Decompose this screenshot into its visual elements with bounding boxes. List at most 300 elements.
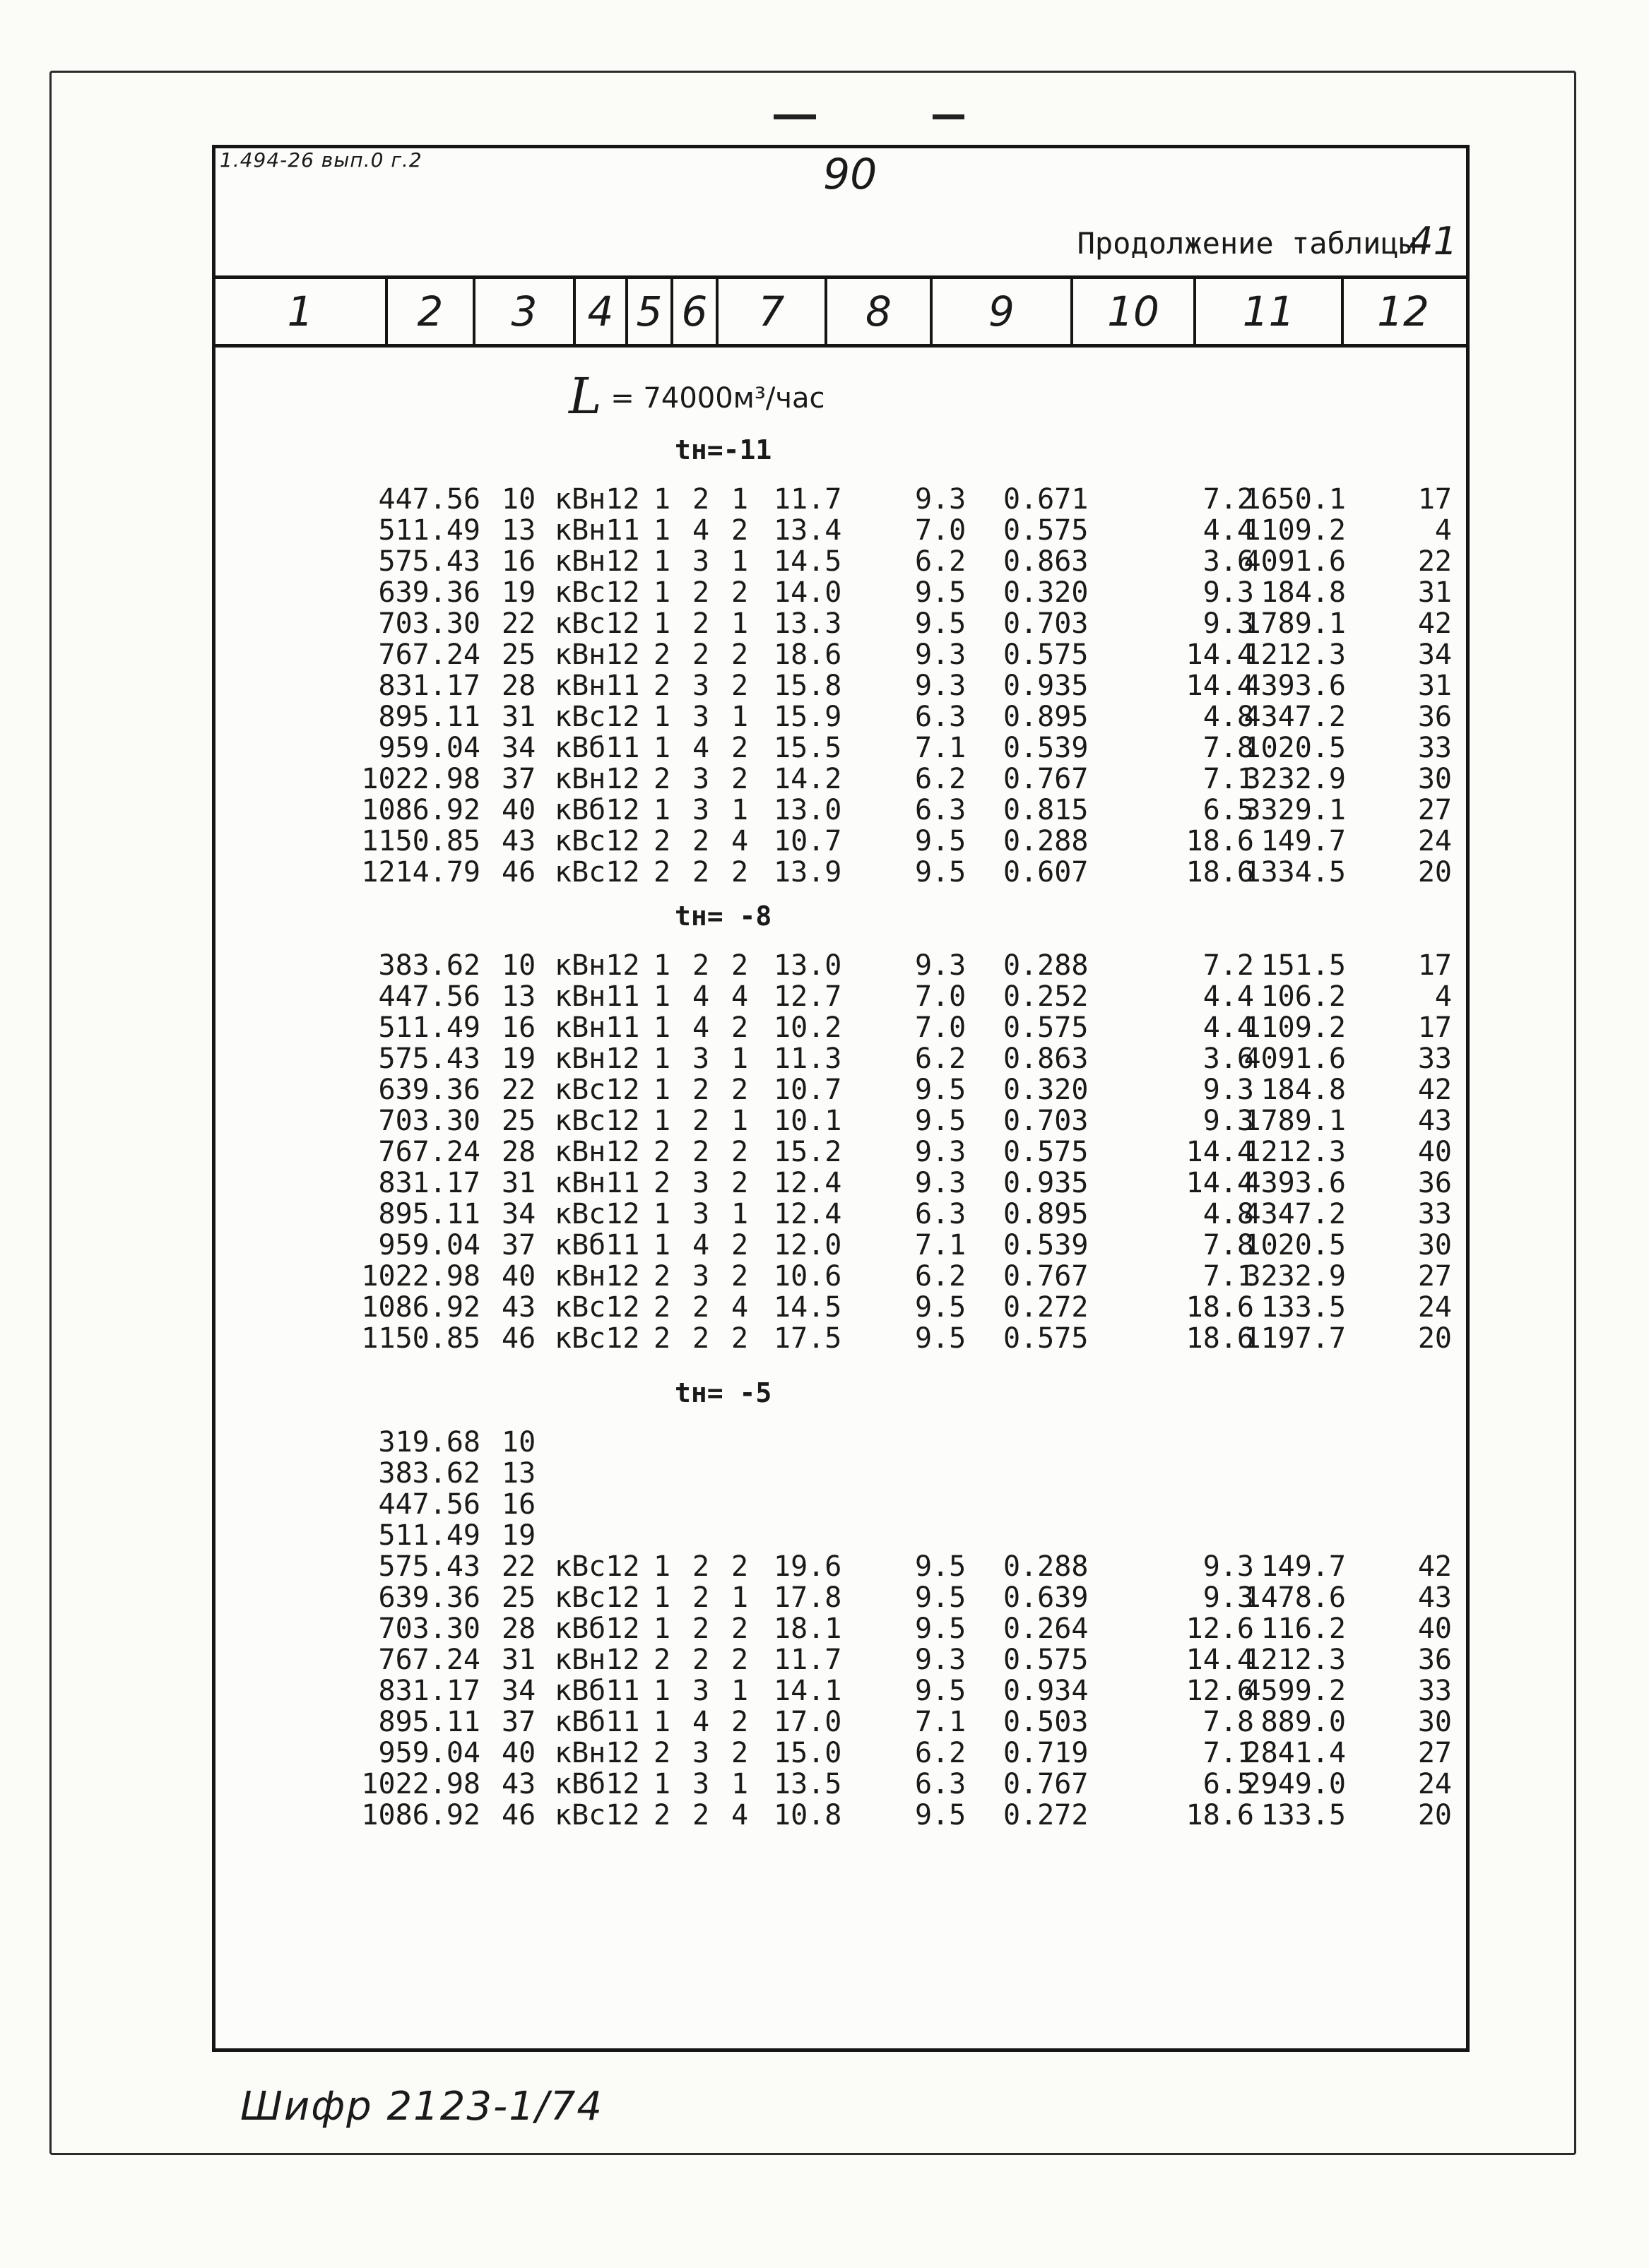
cell-col5: 3 xyxy=(692,1198,710,1230)
cell-col4: 2 xyxy=(654,639,671,671)
cell-col8: 9.5 xyxy=(915,1581,967,1614)
col-header-11: 11 xyxy=(1196,279,1344,344)
table-row xyxy=(215,515,1466,546)
cell-col9: 0.288 xyxy=(1003,949,1089,982)
cell-col6: 1 xyxy=(731,701,749,733)
cell-col8: 6.2 xyxy=(915,763,967,795)
cell-count: 43 xyxy=(502,1768,536,1800)
cell-col7: 12.0 xyxy=(774,1229,842,1261)
cell-col8: 6.2 xyxy=(915,1737,967,1769)
col-header-4: 4 xyxy=(576,279,628,344)
cell-col11: 1109.2 xyxy=(1243,514,1346,547)
cell-col10: 4.4 xyxy=(1202,514,1254,547)
cell-col8: 9.5 xyxy=(915,607,967,640)
cell-col4: 1 xyxy=(654,701,671,733)
cell-col7: 15.9 xyxy=(774,701,842,733)
cell-col11: 4393.6 xyxy=(1243,1167,1346,1199)
cell-col7: 10.7 xyxy=(774,1074,842,1106)
cell-type: кВб11 xyxy=(555,1675,640,1707)
table-row xyxy=(215,1489,1466,1520)
cell-col5: 2 xyxy=(692,856,710,889)
cell-col5: 2 xyxy=(692,1105,710,1137)
cell-col10: 6.5 xyxy=(1202,794,1254,826)
cell-col6: 1 xyxy=(731,483,749,516)
cell-count: 34 xyxy=(502,1675,536,1707)
cell-col9: 0.575 xyxy=(1003,1322,1089,1355)
table-row xyxy=(215,608,1466,639)
table-row xyxy=(215,950,1466,981)
cell-col11: 4091.6 xyxy=(1243,1043,1346,1075)
cell-col7: 12.4 xyxy=(774,1198,842,1230)
cell-type: кВс12 xyxy=(555,1322,640,1355)
cell-col10: 6.5 xyxy=(1202,1768,1254,1800)
cell-col8: 9.5 xyxy=(915,1074,967,1106)
table-row xyxy=(215,1675,1466,1706)
cell-col5: 3 xyxy=(692,1675,710,1707)
cell-col4: 2 xyxy=(654,1644,671,1676)
cell-col4: 1 xyxy=(654,1706,671,1738)
cell-count: 40 xyxy=(502,794,536,826)
cell-col5: 2 xyxy=(692,576,710,609)
page-number: 90 xyxy=(823,150,877,199)
table-row xyxy=(215,981,1466,1012)
cell-count: 10 xyxy=(502,1426,536,1459)
cell-col5: 2 xyxy=(692,1644,710,1676)
cell-col12: 20 xyxy=(1417,856,1452,889)
table-row xyxy=(215,732,1466,764)
cell-col12: 33 xyxy=(1417,1675,1452,1707)
cell-col5: 3 xyxy=(692,670,710,702)
cell-col4: 1 xyxy=(654,1198,671,1230)
table-row xyxy=(215,857,1466,888)
cell-col7: 15.5 xyxy=(774,732,842,764)
cell-tube-length: 1086.92 xyxy=(361,1799,480,1831)
cell-col6: 2 xyxy=(731,732,749,764)
cell-col9: 0.934 xyxy=(1003,1675,1089,1707)
cell-col5: 2 xyxy=(692,1581,710,1614)
cell-type: кВн12 xyxy=(555,1644,640,1676)
cell-col7: 11.7 xyxy=(774,483,842,516)
cell-col11: 1478.6 xyxy=(1243,1581,1346,1614)
cell-count: 25 xyxy=(502,1105,536,1137)
cell-col12: 40 xyxy=(1417,1136,1452,1168)
col-header-8: 8 xyxy=(827,279,933,344)
cell-col8: 9.5 xyxy=(915,1291,967,1324)
cell-type: кВс12 xyxy=(555,1581,640,1614)
cell-col6: 1 xyxy=(731,545,749,578)
cell-col5: 2 xyxy=(692,1799,710,1831)
cell-col11: 2949.0 xyxy=(1243,1768,1346,1800)
cell-col6: 2 xyxy=(731,763,749,795)
cell-col12: 22 xyxy=(1417,545,1452,578)
cell-col10: 7.1 xyxy=(1202,763,1254,795)
cell-tube-length: 831.17 xyxy=(378,1167,480,1199)
cell-col4: 2 xyxy=(654,670,671,702)
table-row xyxy=(215,639,1466,670)
cell-type: кВс12 xyxy=(555,607,640,640)
cell-col5: 3 xyxy=(692,763,710,795)
cell-tube-length: 959.04 xyxy=(378,1229,480,1261)
cell-count: 13 xyxy=(502,980,536,1013)
cell-col6: 1 xyxy=(731,1198,749,1230)
cell-tube-length: 1086.92 xyxy=(361,794,480,826)
cell-type: кВс12 xyxy=(555,1799,640,1831)
cell-count: 19 xyxy=(502,1519,536,1552)
cell-count: 28 xyxy=(502,1136,536,1168)
cell-col11: 2841.4 xyxy=(1243,1737,1346,1769)
cell-col5: 3 xyxy=(692,1043,710,1075)
cell-col4: 2 xyxy=(654,1136,671,1168)
cell-col12: 27 xyxy=(1417,794,1452,826)
cell-col11: 149.7 xyxy=(1260,825,1346,857)
cell-col9: 0.503 xyxy=(1003,1706,1089,1738)
air-flow-label xyxy=(569,367,825,425)
cell-col12: 24 xyxy=(1417,825,1452,857)
cell-col11: 1789.1 xyxy=(1243,1105,1346,1137)
flow-symbol: L xyxy=(569,367,602,425)
cell-col6: 4 xyxy=(731,1799,749,1831)
cell-col5: 4 xyxy=(692,1229,710,1261)
cell-type: кВн11 xyxy=(555,980,640,1013)
cell-col7: 14.2 xyxy=(774,763,842,795)
cell-col11: 1020.5 xyxy=(1243,1229,1346,1261)
cell-col10: 4.4 xyxy=(1202,1011,1254,1044)
cell-type: кВс12 xyxy=(555,1074,640,1106)
top-dash-left xyxy=(774,114,816,119)
cell-count: 19 xyxy=(502,1043,536,1075)
cell-col10: 7.1 xyxy=(1202,1737,1254,1769)
cell-col5: 3 xyxy=(692,545,710,578)
cell-col12: 27 xyxy=(1417,1260,1452,1293)
cell-tube-length: 767.24 xyxy=(378,1644,480,1676)
cell-col8: 9.5 xyxy=(915,1613,967,1645)
cell-col5: 3 xyxy=(692,1260,710,1293)
cell-type: кВн12 xyxy=(555,1260,640,1293)
cell-tube-length: 895.11 xyxy=(378,1706,480,1738)
cell-col12: 43 xyxy=(1417,1105,1452,1137)
table-row xyxy=(215,670,1466,701)
cell-count: 16 xyxy=(502,545,536,578)
cell-col4: 2 xyxy=(654,856,671,889)
cell-col11: 1020.5 xyxy=(1243,732,1346,764)
cell-col8: 7.1 xyxy=(915,732,967,764)
cell-tube-length: 511.49 xyxy=(378,1011,480,1044)
cell-col12: 17 xyxy=(1417,1011,1452,1044)
cell-col9: 0.288 xyxy=(1003,825,1089,857)
table-row xyxy=(215,577,1466,608)
cell-col10: 18.6 xyxy=(1186,1799,1254,1831)
cell-col6: 2 xyxy=(731,1644,749,1676)
cell-col5: 3 xyxy=(692,701,710,733)
col-header-6: 6 xyxy=(673,279,719,344)
cell-type: кВб11 xyxy=(555,1229,640,1261)
cell-col7: 15.8 xyxy=(774,670,842,702)
cell-count: 22 xyxy=(502,1550,536,1583)
cell-col8: 6.3 xyxy=(915,1198,967,1230)
cell-col7: 14.1 xyxy=(774,1675,842,1707)
cell-count: 10 xyxy=(502,949,536,982)
cell-col8: 6.2 xyxy=(915,1043,967,1075)
cell-col8: 9.5 xyxy=(915,1799,967,1831)
cell-col10: 3.6 xyxy=(1202,1043,1254,1075)
cell-col9: 0.575 xyxy=(1003,639,1089,671)
cell-count: 31 xyxy=(502,701,536,733)
cell-type: кВн11 xyxy=(555,1167,640,1199)
cell-col11: 1212.3 xyxy=(1243,639,1346,671)
cell-col7: 13.0 xyxy=(774,794,842,826)
cell-col9: 0.935 xyxy=(1003,1167,1089,1199)
cell-col6: 2 xyxy=(731,514,749,547)
cell-col11: 4393.6 xyxy=(1243,670,1346,702)
cell-col6: 2 xyxy=(731,1011,749,1044)
table-row xyxy=(215,1012,1466,1043)
cell-count: 40 xyxy=(502,1260,536,1293)
cell-col12: 20 xyxy=(1417,1322,1452,1355)
cell-col11: 1650.1 xyxy=(1243,483,1346,516)
cell-col10: 4.4 xyxy=(1202,980,1254,1013)
cell-col5: 3 xyxy=(692,1167,710,1199)
cell-col10: 7.1 xyxy=(1202,1260,1254,1293)
cell-col6: 2 xyxy=(731,1737,749,1769)
cell-count: 43 xyxy=(502,825,536,857)
table-row xyxy=(215,1800,1466,1831)
cell-col11: 149.7 xyxy=(1260,1550,1346,1583)
cell-type: кВн11 xyxy=(555,670,640,702)
cell-col10: 4.8 xyxy=(1202,1198,1254,1230)
cell-col5: 2 xyxy=(692,1322,710,1355)
cell-col11: 184.8 xyxy=(1260,576,1346,609)
cell-col8: 9.5 xyxy=(915,1550,967,1583)
cell-col4: 2 xyxy=(654,1291,671,1324)
cell-count: 13 xyxy=(502,514,536,547)
cell-tube-length: 639.36 xyxy=(378,1074,480,1106)
cell-col11: 1212.3 xyxy=(1243,1136,1346,1168)
cell-type: кВб11 xyxy=(555,1706,640,1738)
col-header-9: 9 xyxy=(933,279,1073,344)
cell-col8: 9.3 xyxy=(915,483,967,516)
cell-col6: 2 xyxy=(731,576,749,609)
cell-col10: 14.4 xyxy=(1186,1167,1254,1199)
cell-col12: 30 xyxy=(1417,1229,1452,1261)
cell-type: кВн12 xyxy=(555,639,640,671)
cell-col9: 0.815 xyxy=(1003,794,1089,826)
cell-col5: 3 xyxy=(692,1737,710,1769)
cell-col5: 4 xyxy=(692,732,710,764)
cell-tube-length: 1022.98 xyxy=(361,1260,480,1293)
table-row xyxy=(215,1644,1466,1675)
col-header-3: 3 xyxy=(475,279,576,344)
table-row xyxy=(215,1136,1466,1168)
table-row xyxy=(215,1427,1466,1458)
cell-col4: 1 xyxy=(654,576,671,609)
table-row xyxy=(215,1582,1466,1613)
cell-col10: 14.4 xyxy=(1186,1136,1254,1168)
cell-col8: 9.5 xyxy=(915,856,967,889)
table-row xyxy=(215,1613,1466,1644)
cell-col12: 17 xyxy=(1417,949,1452,982)
cell-col4: 1 xyxy=(654,1043,671,1075)
cell-col4: 2 xyxy=(654,1799,671,1831)
cell-tube-length: 447.56 xyxy=(378,1488,480,1521)
cell-tube-length: 319.68 xyxy=(378,1426,480,1459)
cell-col10: 9.3 xyxy=(1202,1550,1254,1583)
cell-col11: 116.2 xyxy=(1260,1613,1346,1645)
cell-col12: 36 xyxy=(1417,1167,1452,1199)
cell-col12: 42 xyxy=(1417,1074,1452,1106)
cell-col7: 10.2 xyxy=(774,1011,842,1044)
cell-col10: 7.8 xyxy=(1202,1706,1254,1738)
cell-col5: 2 xyxy=(692,607,710,640)
cell-count: 28 xyxy=(502,1613,536,1645)
cell-col6: 2 xyxy=(731,949,749,982)
cell-tube-length: 575.43 xyxy=(378,1550,480,1583)
cell-col6: 2 xyxy=(731,1550,749,1583)
cell-count: 37 xyxy=(502,1229,536,1261)
cell-col9: 0.288 xyxy=(1003,1550,1089,1583)
cell-col6: 2 xyxy=(731,856,749,889)
cell-col12: 24 xyxy=(1417,1768,1452,1800)
cell-col7: 17.0 xyxy=(774,1706,842,1738)
cell-type: кВн12 xyxy=(555,1043,640,1075)
cell-col11: 4347.2 xyxy=(1243,1198,1346,1230)
cell-col4: 1 xyxy=(654,545,671,578)
cell-tube-length: 1022.98 xyxy=(361,1768,480,1800)
table-row xyxy=(215,546,1466,577)
table-row xyxy=(215,1292,1466,1323)
cell-tube-length: 959.04 xyxy=(378,1737,480,1769)
document-code: 1.494-26 вып.0 г.2 xyxy=(220,148,422,172)
cell-col12: 30 xyxy=(1417,1706,1452,1738)
cell-col4: 1 xyxy=(654,1581,671,1614)
cell-col7: 15.2 xyxy=(774,1136,842,1168)
cell-col10: 12.6 xyxy=(1186,1613,1254,1645)
cell-count: 46 xyxy=(502,856,536,889)
cell-col10: 9.3 xyxy=(1202,1105,1254,1137)
cell-col7: 15.0 xyxy=(774,1737,842,1769)
section-title-2: tн= -8 xyxy=(675,901,772,932)
cell-type: кВб12 xyxy=(555,1768,640,1800)
cell-type: кВс12 xyxy=(555,1198,640,1230)
cell-col8: 9.3 xyxy=(915,1644,967,1676)
cell-col9: 0.320 xyxy=(1003,1074,1089,1106)
cell-col6: 4 xyxy=(731,1291,749,1324)
cell-col8: 6.3 xyxy=(915,794,967,826)
cell-col9: 0.863 xyxy=(1003,1043,1089,1075)
cell-tube-length: 959.04 xyxy=(378,732,480,764)
cell-tube-length: 383.62 xyxy=(378,949,480,982)
cell-col5: 4 xyxy=(692,1706,710,1738)
cell-col5: 2 xyxy=(692,483,710,516)
cell-col12: 20 xyxy=(1417,1799,1452,1831)
cell-col10: 12.6 xyxy=(1186,1675,1254,1707)
cell-col5: 2 xyxy=(692,1613,710,1645)
cell-col6: 1 xyxy=(731,1675,749,1707)
cell-col7: 10.8 xyxy=(774,1799,842,1831)
cell-count: 19 xyxy=(502,576,536,609)
cell-col7: 17.8 xyxy=(774,1581,842,1614)
cell-col5: 2 xyxy=(692,1136,710,1168)
cell-col11: 1334.5 xyxy=(1243,856,1346,889)
cell-count: 37 xyxy=(502,1706,536,1738)
cell-col8: 9.3 xyxy=(915,1167,967,1199)
cell-tube-length: 831.17 xyxy=(378,670,480,702)
cell-col4: 1 xyxy=(654,949,671,982)
cell-type: кВн11 xyxy=(555,514,640,547)
cell-col11: 184.8 xyxy=(1260,1074,1346,1106)
cell-col9: 0.767 xyxy=(1003,1260,1089,1293)
table-row xyxy=(215,1551,1466,1582)
table-row xyxy=(215,1706,1466,1738)
cell-col8: 7.0 xyxy=(915,1011,967,1044)
cell-col12: 42 xyxy=(1417,607,1452,640)
cell-type: кВн12 xyxy=(555,483,640,516)
cell-col11: 3232.9 xyxy=(1243,1260,1346,1293)
cell-col11: 4599.2 xyxy=(1243,1675,1346,1707)
cell-type: кВс12 xyxy=(555,1291,640,1324)
cell-tube-length: 895.11 xyxy=(378,1198,480,1230)
cell-col8: 9.3 xyxy=(915,670,967,702)
cell-count: 31 xyxy=(502,1644,536,1676)
column-header-row xyxy=(215,275,1466,348)
cell-col4: 2 xyxy=(654,1737,671,1769)
cell-col12: 33 xyxy=(1417,732,1452,764)
cell-col9: 0.703 xyxy=(1003,607,1089,640)
cell-col9: 0.639 xyxy=(1003,1581,1089,1614)
table-row xyxy=(215,1199,1466,1230)
cell-type: кВн12 xyxy=(555,949,640,982)
cell-count: 40 xyxy=(502,1737,536,1769)
cell-col10: 7.8 xyxy=(1202,1229,1254,1261)
cell-col10: 4.8 xyxy=(1202,701,1254,733)
cell-tube-length: 831.17 xyxy=(378,1675,480,1707)
cell-count: 22 xyxy=(502,1074,536,1106)
cell-col6: 4 xyxy=(731,980,749,1013)
cell-type: кВс12 xyxy=(555,1550,640,1583)
cell-col10: 7.2 xyxy=(1202,483,1254,516)
cell-type: кВс12 xyxy=(555,701,640,733)
cell-col11: 1789.1 xyxy=(1243,607,1346,640)
cell-col9: 0.272 xyxy=(1003,1799,1089,1831)
cell-col5: 4 xyxy=(692,514,710,547)
cell-tube-length: 511.49 xyxy=(378,514,480,547)
cell-col9: 0.272 xyxy=(1003,1291,1089,1324)
cell-col4: 2 xyxy=(654,763,671,795)
cell-type: кВс12 xyxy=(555,856,640,889)
cell-col10: 9.3 xyxy=(1202,1581,1254,1614)
cell-count: 34 xyxy=(502,732,536,764)
cell-col5: 2 xyxy=(692,825,710,857)
cell-col10: 7.2 xyxy=(1202,949,1254,982)
table-row xyxy=(215,1323,1466,1354)
cell-tube-length: 1150.85 xyxy=(361,1322,480,1355)
cell-col11: 151.5 xyxy=(1260,949,1346,982)
table-row xyxy=(215,701,1466,732)
cell-col11: 1212.3 xyxy=(1243,1644,1346,1676)
cell-col8: 9.5 xyxy=(915,576,967,609)
cell-col9: 0.264 xyxy=(1003,1613,1089,1645)
cell-col4: 2 xyxy=(654,1167,671,1199)
cell-tube-length: 703.30 xyxy=(378,1613,480,1645)
cell-tube-length: 575.43 xyxy=(378,1043,480,1075)
cell-type: кВс12 xyxy=(555,825,640,857)
cell-col6: 2 xyxy=(731,1260,749,1293)
cell-type: кВб11 xyxy=(555,732,640,764)
cell-col9: 0.703 xyxy=(1003,1105,1089,1137)
cell-col9: 0.671 xyxy=(1003,483,1089,516)
cell-col10: 18.6 xyxy=(1186,1291,1254,1324)
cell-count: 16 xyxy=(502,1488,536,1521)
cell-col4: 1 xyxy=(654,1768,671,1800)
